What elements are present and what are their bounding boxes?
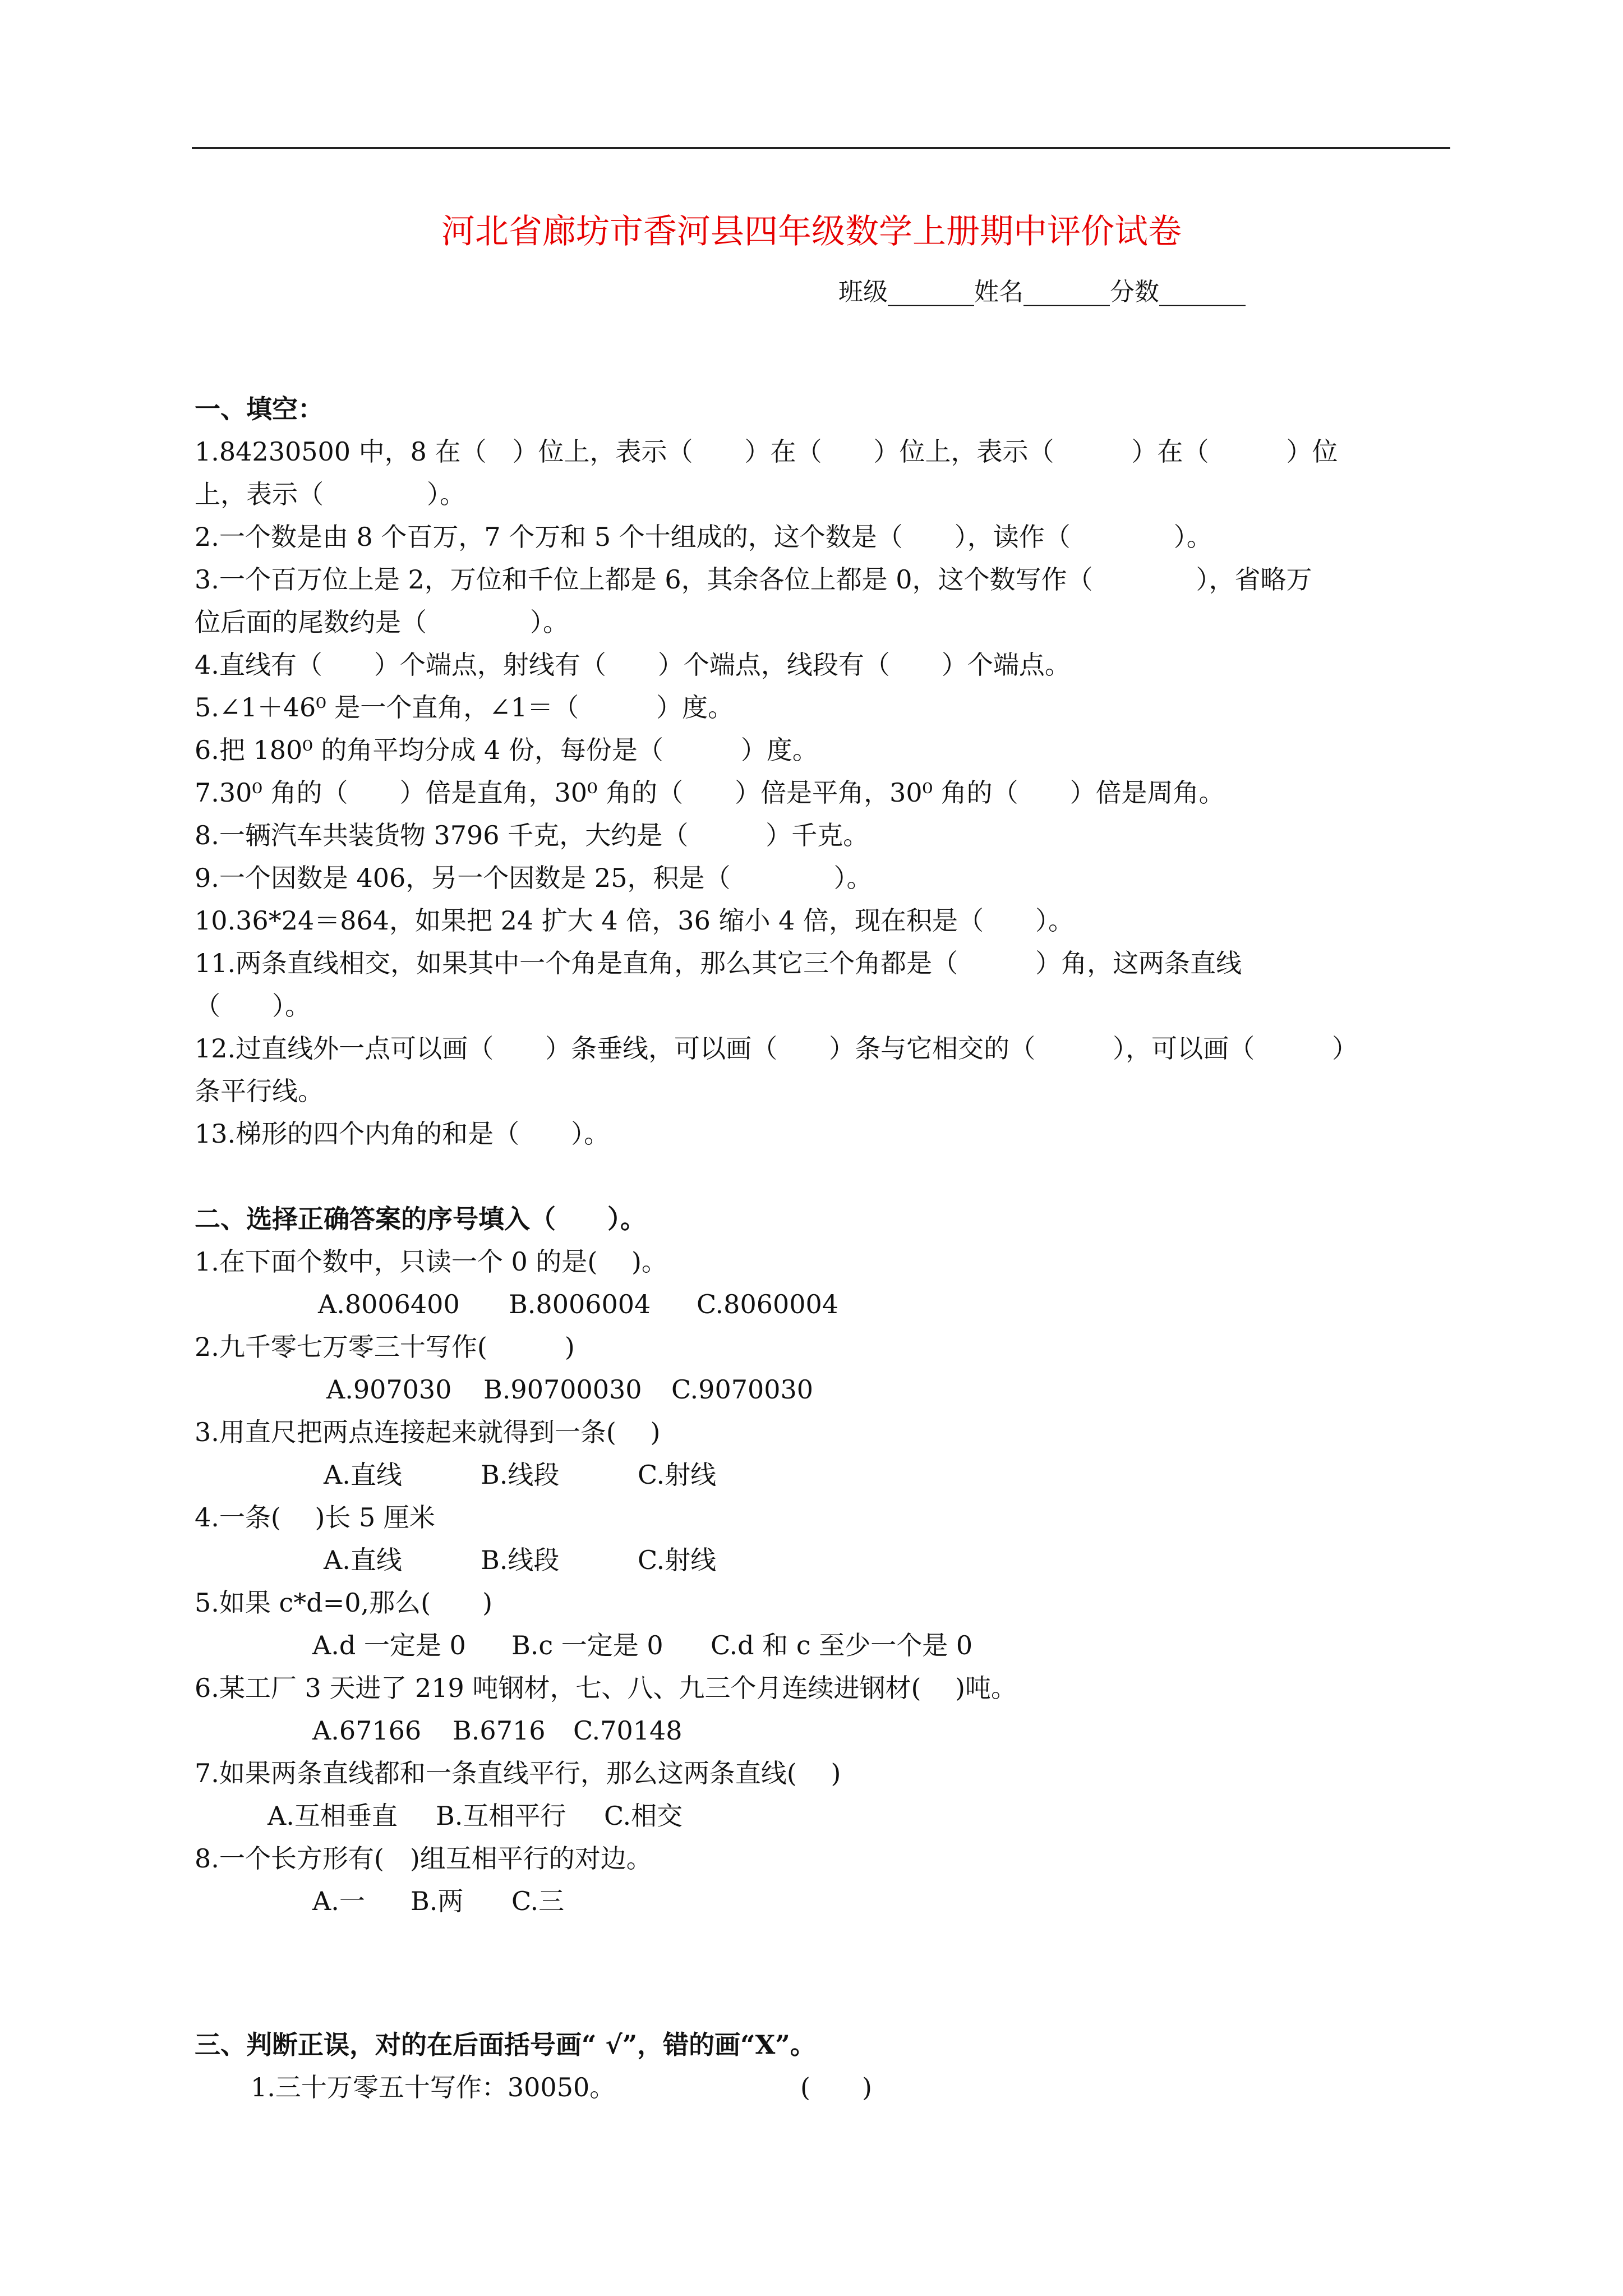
- choice-option: A.8006400: [318, 1289, 460, 1319]
- choice-question: 8.一个长方形有( )组互相平行的对边。: [195, 1843, 652, 1874]
- choice-question: 6.某工厂 3 天进了 219 吨钢材，七、八、九三个月连续进钢材( )吨。: [195, 1673, 1017, 1703]
- choice-option: B.线段: [481, 1460, 560, 1490]
- section-2-heading: 二、选择正确答案的序号填入（ ）。: [195, 1204, 646, 1234]
- choice-option: B.互相平行: [436, 1801, 566, 1831]
- choice-question: 2.九千零七万零三十写作( ): [195, 1332, 575, 1362]
- judge-question: 1.三十万零五十写作：30050。: [251, 2072, 616, 2102]
- choice-option: A.直线: [324, 1545, 402, 1575]
- fill-question-line: 4.直线有（ ）个端点，射线有（ ）个端点，线段有（ ）个端点。: [195, 650, 1071, 680]
- fill-question-line: 11.两条直线相交，如果其中一个角是直角，那么其它三个角都是（ ）角，这两条直线: [195, 948, 1242, 978]
- fill-question-line: 9.一个因数是 406，另一个因数是 25，积是（ ）。: [195, 863, 873, 893]
- choice-question: 3.用直尺把两点连接起来就得到一条( ): [195, 1417, 661, 1447]
- header-rule: [192, 147, 1450, 149]
- choice-question: 7.如果两条直线都和一条直线平行，那么这两条直线( ): [195, 1758, 841, 1788]
- fill-question-line: 1.84230500 中，8 在（ ）位上，表示（ ）在（ ）位上，表示（ ）在（ ）位: [195, 436, 1338, 467]
- choice-option: A.互相垂直: [268, 1801, 398, 1831]
- choice-option: C.d 和 c 至少一个是 0: [711, 1630, 973, 1660]
- choice-option: C.三: [511, 1886, 565, 1916]
- choice-option: B.两: [411, 1886, 464, 1916]
- section-3-heading: 三、判断正误，对的在后面括号画“ √”，错的画“X”。: [195, 2030, 816, 2060]
- fill-question-line: 2.一个数是由 8 个百万，7 个万和 5 个十组成的，这个数是（ ），读作（ ）。: [195, 522, 1212, 552]
- fill-question-line: 8.一辆汽车共装货物 3796 千克，大约是（ ）千克。: [195, 820, 869, 850]
- fill-question-line: 12.过直线外一点可以画（ ）条垂线，可以画（ ）条与它相交的（ ），可以画（ ）: [195, 1033, 1358, 1064]
- choice-option: B.c 一定是 0: [511, 1630, 663, 1660]
- fill-question-line: （ ）。: [195, 991, 311, 1021]
- fill-question-line: 10.36*24＝864，如果把 24 扩大 4 倍，36 缩小 4 倍，现在积是（ ）。: [195, 905, 1074, 936]
- choice-option: A.67166: [312, 1715, 422, 1746]
- fill-question-line: 6.把 180⁰ 的角平均分成 4 份，每份是（ ）度。: [195, 735, 818, 765]
- choice-option: C.射线: [638, 1545, 717, 1575]
- choice-option: A.直线: [324, 1460, 402, 1490]
- choice-option: C.射线: [638, 1460, 717, 1490]
- fill-question-line: 3.一个百万位上是 2，万位和千位上都是 6，其余各位上都是 0，这个数写作（ ），省略万: [195, 564, 1312, 595]
- choice-question: 1.在下面个数中，只读一个 0 的是( )。: [195, 1246, 667, 1277]
- choice-question: 5.如果 c*d=0,那么( ): [195, 1588, 493, 1618]
- choice-option: A.d 一定是 0: [312, 1630, 466, 1660]
- page-title: 河北省廊坊市香河县四年级数学上册期中评价试卷: [441, 212, 1182, 251]
- choice-option: B.8006004: [509, 1289, 651, 1319]
- choice-option: A.907030: [326, 1374, 452, 1405]
- fill-question-line: 5.∠1＋46⁰ 是一个直角，∠1＝（ ）度。: [195, 692, 734, 723]
- fill-question-line: 7.30⁰ 角的（ ）倍是直角，30⁰ 角的（ ）倍是平角，30⁰ 角的（ ）倍是周角。: [195, 777, 1225, 808]
- choice-option: C.70148: [573, 1715, 683, 1746]
- choice-question: 4.一条( )长 5 厘米: [195, 1502, 435, 1533]
- choice-option: B.线段: [481, 1545, 560, 1575]
- section-1-heading: 一、填空：: [195, 394, 324, 424]
- fill-question-line: 13.梯形的四个内角的和是（ ）。: [195, 1119, 610, 1149]
- choice-option: A.一: [312, 1886, 365, 1916]
- choice-option: C.8060004: [697, 1289, 839, 1319]
- student-info-line: 班级_______姓名_______分数_______: [838, 278, 1246, 306]
- choice-option: C.相交: [604, 1801, 683, 1831]
- choice-option: C.9070030: [671, 1374, 814, 1405]
- choice-option: B.90700030: [483, 1374, 642, 1405]
- fill-question-line: 条平行线。: [195, 1076, 324, 1106]
- judge-answer-bracket: ( ): [800, 2072, 872, 2102]
- fill-question-line: 位后面的尾数约是（ ）。: [195, 607, 569, 637]
- fill-question-line: 上，表示（ ）。: [195, 479, 465, 509]
- choice-option: B.6716: [453, 1715, 546, 1746]
